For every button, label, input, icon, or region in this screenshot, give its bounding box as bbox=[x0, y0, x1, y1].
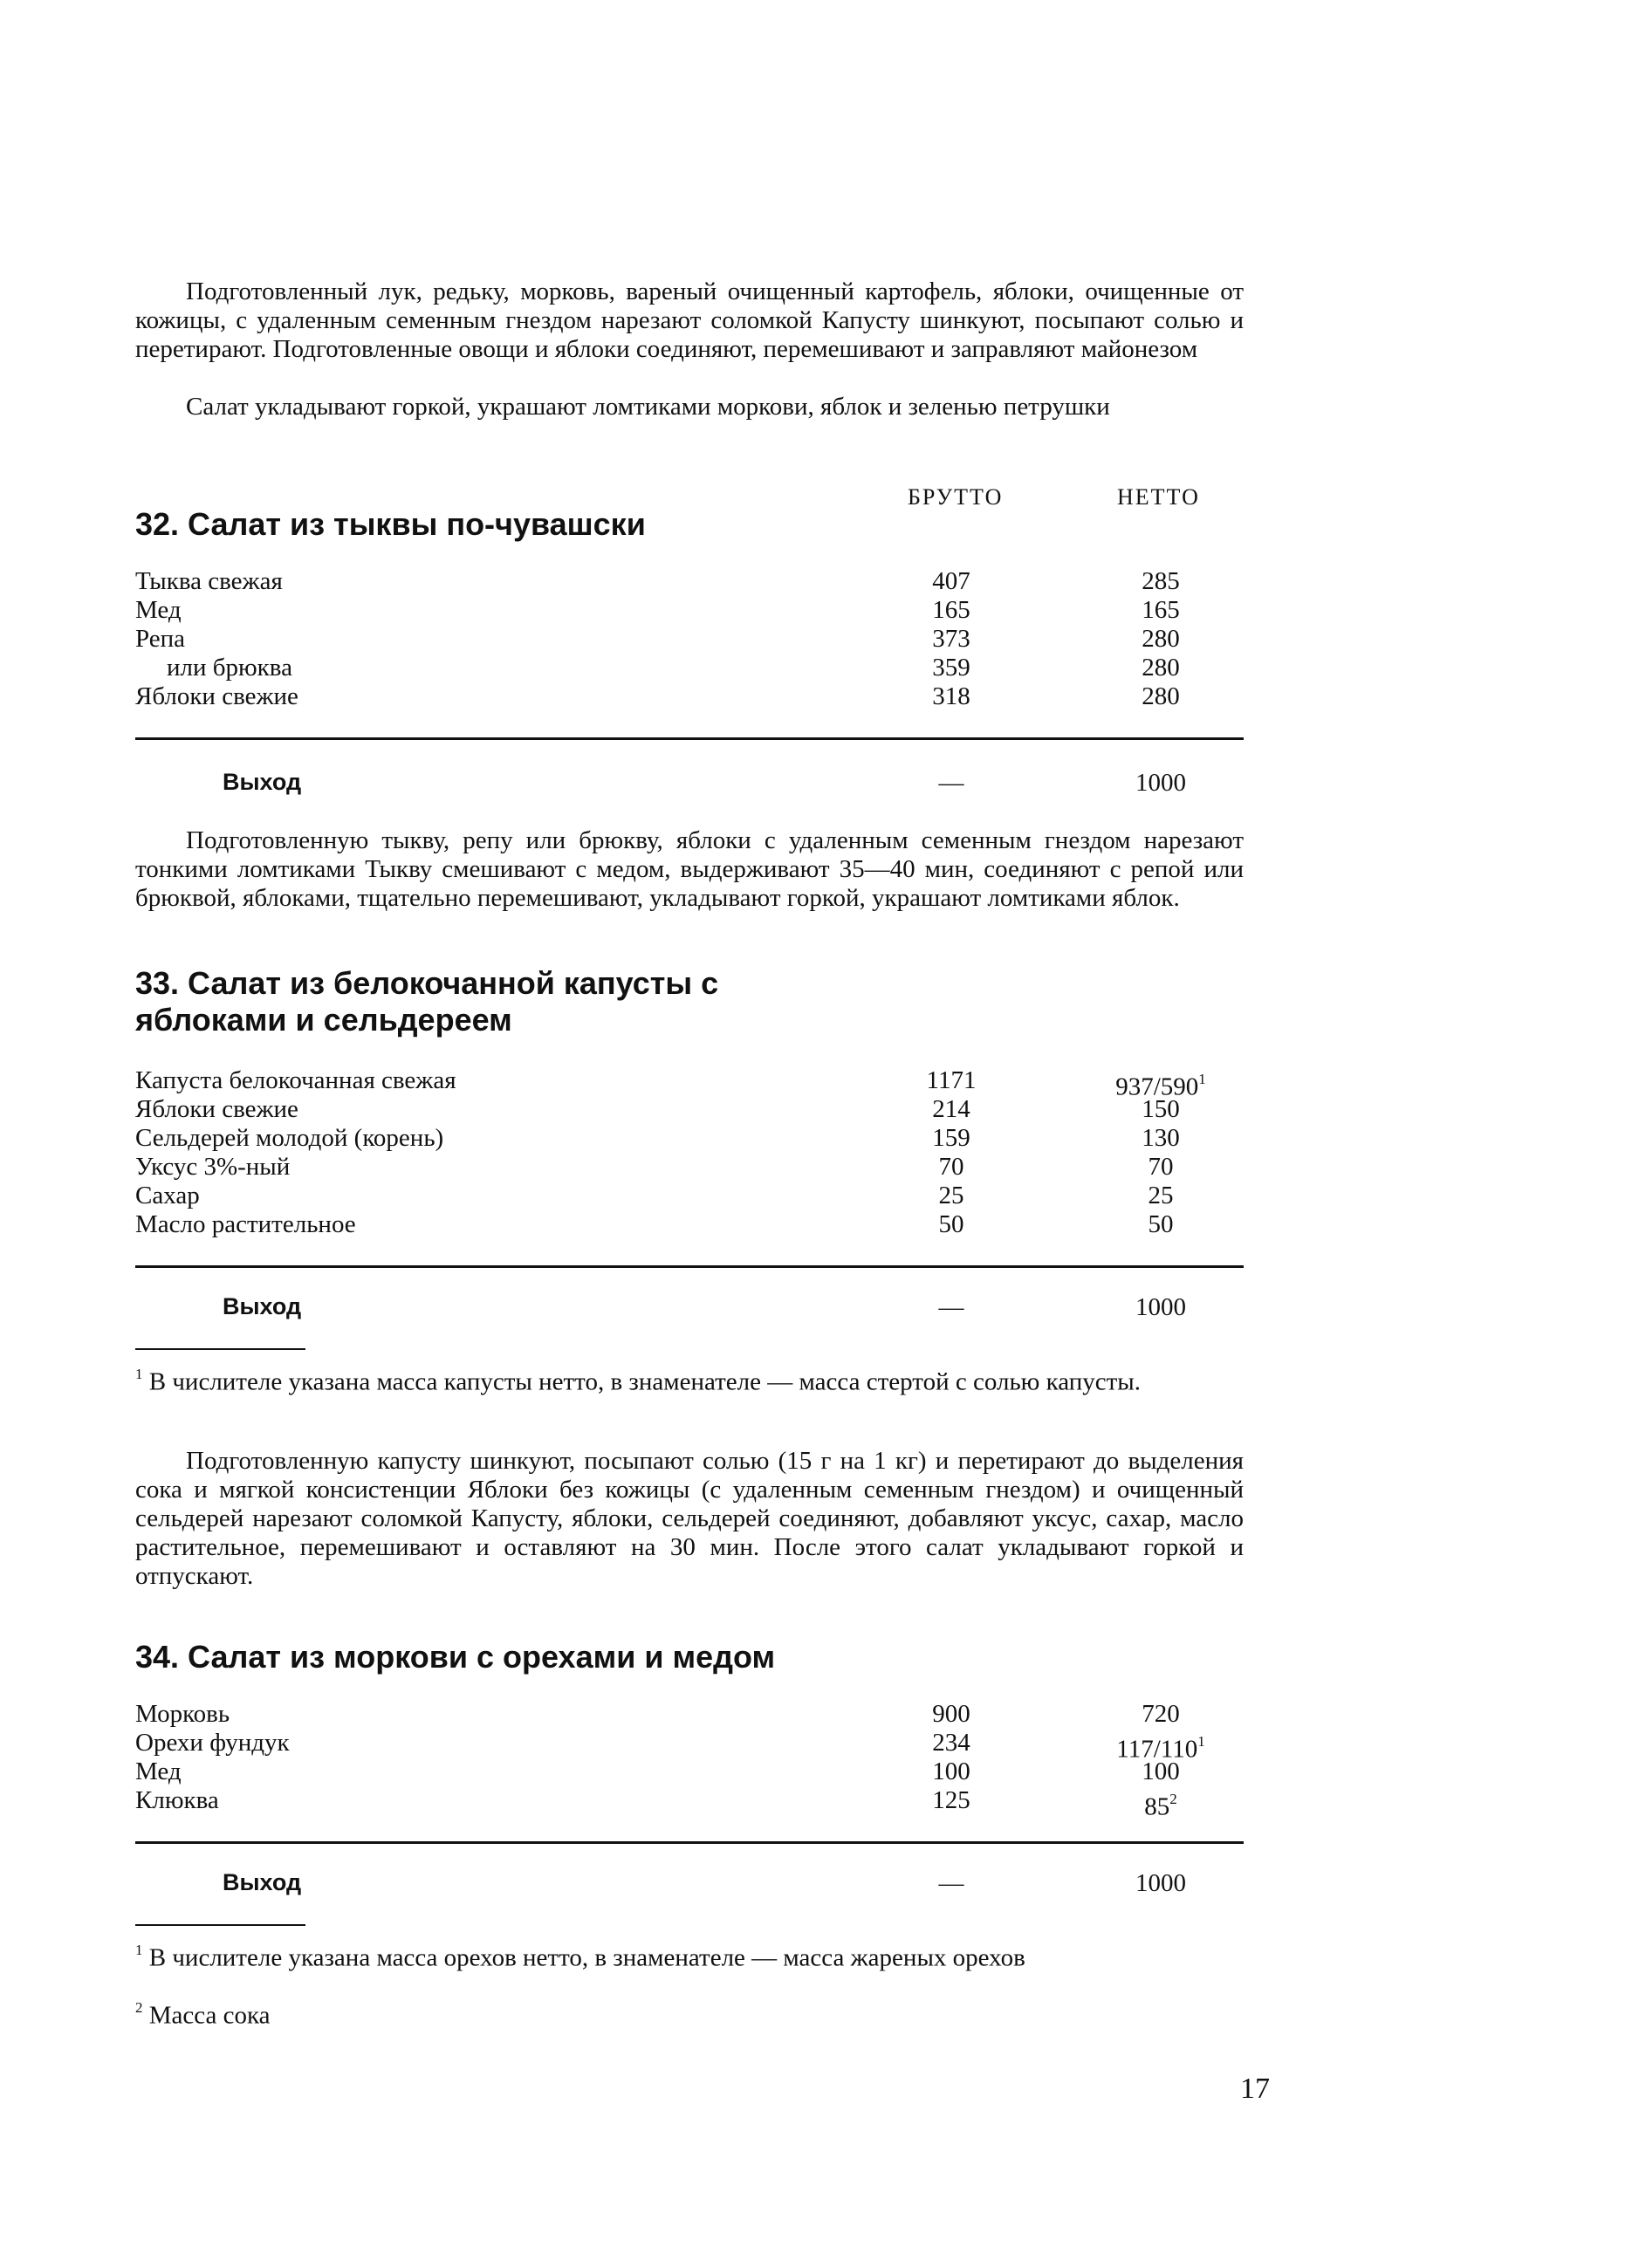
recipe-34-title: 34. Салат из моркови с орехами и медом bbox=[135, 1639, 776, 1675]
ingredient-row: Сахар 25 25 bbox=[135, 1182, 1174, 1209]
recipe-32-title: 32. Салат из тыквы по-чувашски bbox=[135, 506, 646, 542]
recipe-33-yield: Выход — 1000 bbox=[223, 1293, 1186, 1321]
ingredient-row: или брюква 359 280 bbox=[167, 654, 1180, 682]
ingredient-row: Клюква 125 $85^2$ bbox=[135, 1786, 1177, 1821]
recipe-33-footnote: $^1$ В числителе указана масса капусты нетто, в знаменателе — масса стертой с солью капусты. bbox=[135, 1366, 1142, 1396]
recipe-33-title-line-1: 33. Салат из белокочанной капусты с bbox=[135, 965, 719, 1001]
page-number: 17 bbox=[1240, 2073, 1270, 2105]
ingredient-row: Масло растительное 50 50 bbox=[135, 1210, 1174, 1238]
footnote-divider bbox=[135, 1924, 305, 1926]
ingredient-row: Тыква свежая 407 285 bbox=[135, 567, 1180, 595]
table-divider bbox=[135, 737, 1244, 740]
recipe-32-ingredients bbox=[135, 567, 1244, 711]
ingredient-row: Капуста белокочанная свежая 1171 $937/590^1$ bbox=[135, 1066, 1206, 1101]
recipe-32-yield: Выход — 1000 bbox=[223, 769, 1186, 797]
table-divider bbox=[135, 1841, 1244, 1844]
ingredient-row: Сельдерей молодой (корень) 159 130 bbox=[135, 1124, 1180, 1152]
ingredient-row: Морковь 900 720 bbox=[135, 1700, 1180, 1728]
table-divider bbox=[135, 1265, 1244, 1268]
recipe-32-method: Подготовленную тыкву, репу или брюкву, яблоки с удаленным семенным гнездом нарезают тонкими ломтиками Тыкву смешивают с медом, выдерживают 35—40 мин, соединяют с репой или брюквой, яблоками, тщательно перемешивают, укладывают горкой, украшают ломтиками яблок. bbox=[135, 826, 1244, 912]
ingredient-row: Яблоки свежие 214 150 bbox=[135, 1095, 1180, 1123]
ingredient-row: Яблоки свежие 318 280 bbox=[135, 682, 1180, 710]
ingredient-row: Уксус 3%-ный 70 70 bbox=[135, 1153, 1174, 1181]
ingredient-row: Репа 373 280 bbox=[135, 625, 1180, 653]
footnote-divider bbox=[135, 1348, 305, 1350]
column-header-netto: НЕТТО bbox=[1117, 484, 1200, 510]
intro-paragraph-2: Салат укладывают горкой, украшают ломтиками моркови, яблок и зеленью петрушки bbox=[186, 393, 1110, 421]
column-header-brutto: БРУТТО bbox=[908, 484, 1004, 510]
ingredient-row: Мед 100 100 bbox=[135, 1758, 1180, 1785]
ingredient-row: Мед 165 165 bbox=[135, 596, 1180, 624]
recipe-34-footnote-2: $^2$ Масса сока bbox=[135, 1999, 271, 2030]
recipe-33-ingredients bbox=[135, 1066, 1244, 1239]
ingredient-row: Орехи фундук 234 $117/110^1$ bbox=[135, 1729, 1205, 1764]
recipe-34-ingredients bbox=[135, 1700, 1244, 1821]
recipe-33-method: Подготовленную капусту шинкуют, посыпают солью (15 г на 1 кг) и перетирают до выделения сока и мягкой консистенции Яблоки без кожицы (с удаленным семенным гнездом) и очищенный сельдерей нарезают соломкой Капусту, яблоки, сельдерей соединяют, добавляют уксус, сахар, масло растительное, перемешивают и оставляют на 30 мин. После этого салат укладывают горкой и отпускают. bbox=[135, 1447, 1244, 1590]
recipe-34-footnote-1: $^1$ В числителе указана масса орехов нетто, в знаменателе — масса жареных орехов bbox=[135, 1942, 1025, 1972]
intro-paragraph-1: Подготовленный лук, редьку, морковь, вареный очищенный картофель, яблоки, очищенные от кожицы, с удаленным семенным гнездом нарезают соломкой Капусту шинкуют, посыпают солью и перетирают. Подготовленные овощи и яблоки соединяют, перемешивают и заправляют майонезом bbox=[135, 278, 1244, 363]
recipe-33-title-line-2: яблоками и сельдереем bbox=[135, 1002, 512, 1038]
recipe-34-yield: Выход — 1000 bbox=[223, 1869, 1186, 1897]
